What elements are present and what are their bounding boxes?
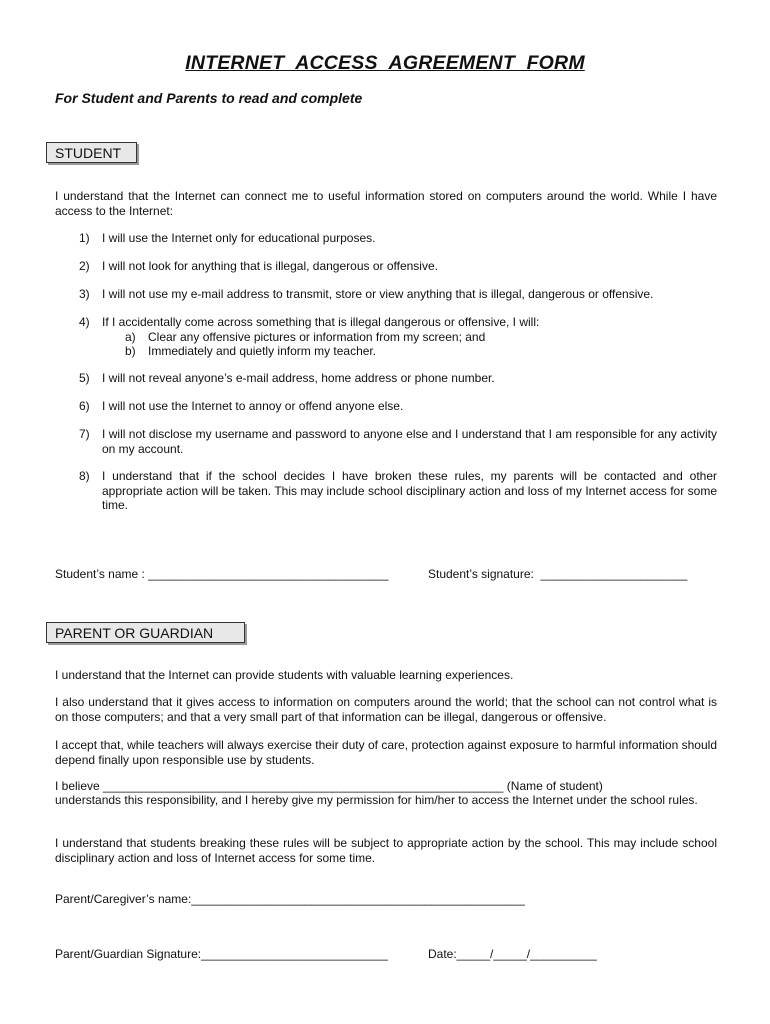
student-section-heading: STUDENT [46, 142, 137, 163]
parent-paragraph-3: I accept that, while teachers will always exercise their duty of care, protection against exposure to harmful information should depend finally upon responsible use by students. [55, 738, 717, 767]
parent-paragraph-5: I understand that students breaking these rules will be subject to appropriate action by the school. This may include school disciplinary action and loss of Internet access for some time. [55, 836, 717, 865]
sub-item-label: a) [125, 329, 136, 344]
parent-paragraph-4: understands this responsibility, and I hereby give my permission for him/her to access the Internet under the school rules. [55, 793, 698, 807]
parent-signature-field[interactable]: Parent/Guardian Signature:____________________________ [55, 947, 388, 961]
list-item [55, 315, 717, 359]
sub-item [102, 344, 717, 359]
item-text: I will not reveal anyone’s e-mail address, home address or phone number. [102, 371, 495, 385]
item-number: 3) [79, 287, 90, 301]
parent-section-heading: PARENT OR GUARDIAN [46, 622, 245, 643]
item-number: 2) [79, 259, 90, 273]
item-text: I will not disclose my username and password to anyone else and I understand that I am responsible for any activity on my account. [102, 427, 717, 456]
sub-item [102, 330, 717, 345]
list-item [55, 287, 717, 302]
caregiver-name-field[interactable]: Parent/Caregiver’s name:__________________________________________________ [55, 892, 525, 906]
item-text: I will not look for anything that is illegal, dangerous or offensive. [102, 259, 438, 273]
list-item [55, 427, 717, 457]
item-text: I will not use my e-mail address to transmit, store or view anything that is illegal, dangerous or offensive. [102, 287, 654, 301]
student-name-field[interactable]: Student’s name : ____________________________________ [55, 567, 389, 581]
item-number: 4) [79, 315, 90, 329]
list-item [55, 371, 717, 386]
item-text: I will not use the Internet to annoy or offend anyone else. [102, 399, 404, 413]
list-item [55, 469, 717, 513]
student-intro: I understand that the Internet can connect me to useful information stored on computers around the world. While I have access to the Internet: [55, 189, 717, 218]
item-content [102, 315, 717, 359]
student-name-in-parent-field[interactable]: I believe ____________________________________________________________ (Name of student) [55, 779, 603, 793]
list-item [55, 399, 717, 414]
item-number: 8) [79, 469, 90, 483]
item-number: 7) [79, 427, 90, 441]
item-number: 6) [79, 399, 90, 413]
item-text: I understand that if the school decides I have broken these rules, my parents will be contacted and other appropriate action will be taken. This may include school disciplinary action and loss of my Internet access for some time. [102, 469, 717, 512]
page-title: INTERNET ACCESS AGREEMENT FORM [185, 52, 585, 74]
parent-paragraph-2: I also understand that it gives access to information on computers around the world; that the school can not control what is on those computers; and that a very small part of that information can be illegal, dangerous or offensive. [55, 695, 717, 724]
sub-item-text: Immediately and quietly inform my teacher. [148, 344, 377, 358]
list-item [55, 259, 717, 274]
parent-paragraph-1: I understand that the Internet can provide students with valuable learning experiences. [55, 668, 514, 682]
page-subtitle: For Student and Parents to read and complete [55, 90, 363, 106]
item-text: I will use the Internet only for educational purposes. [102, 231, 376, 245]
item-number: 1) [79, 231, 90, 245]
list-item [55, 231, 717, 246]
student-signature-field[interactable]: Student’s signature: ______________________ [428, 567, 688, 581]
sub-item-text: Clear any offensive pictures or information from my screen; and [148, 329, 486, 344]
item-number: 5) [79, 371, 90, 385]
item-text: If I accidentally come across something that is illegal dangerous or offensive, I will: [102, 315, 540, 329]
date-field[interactable]: Date:_____/_____/__________ [428, 947, 597, 961]
sub-item-label: b) [125, 344, 136, 358]
